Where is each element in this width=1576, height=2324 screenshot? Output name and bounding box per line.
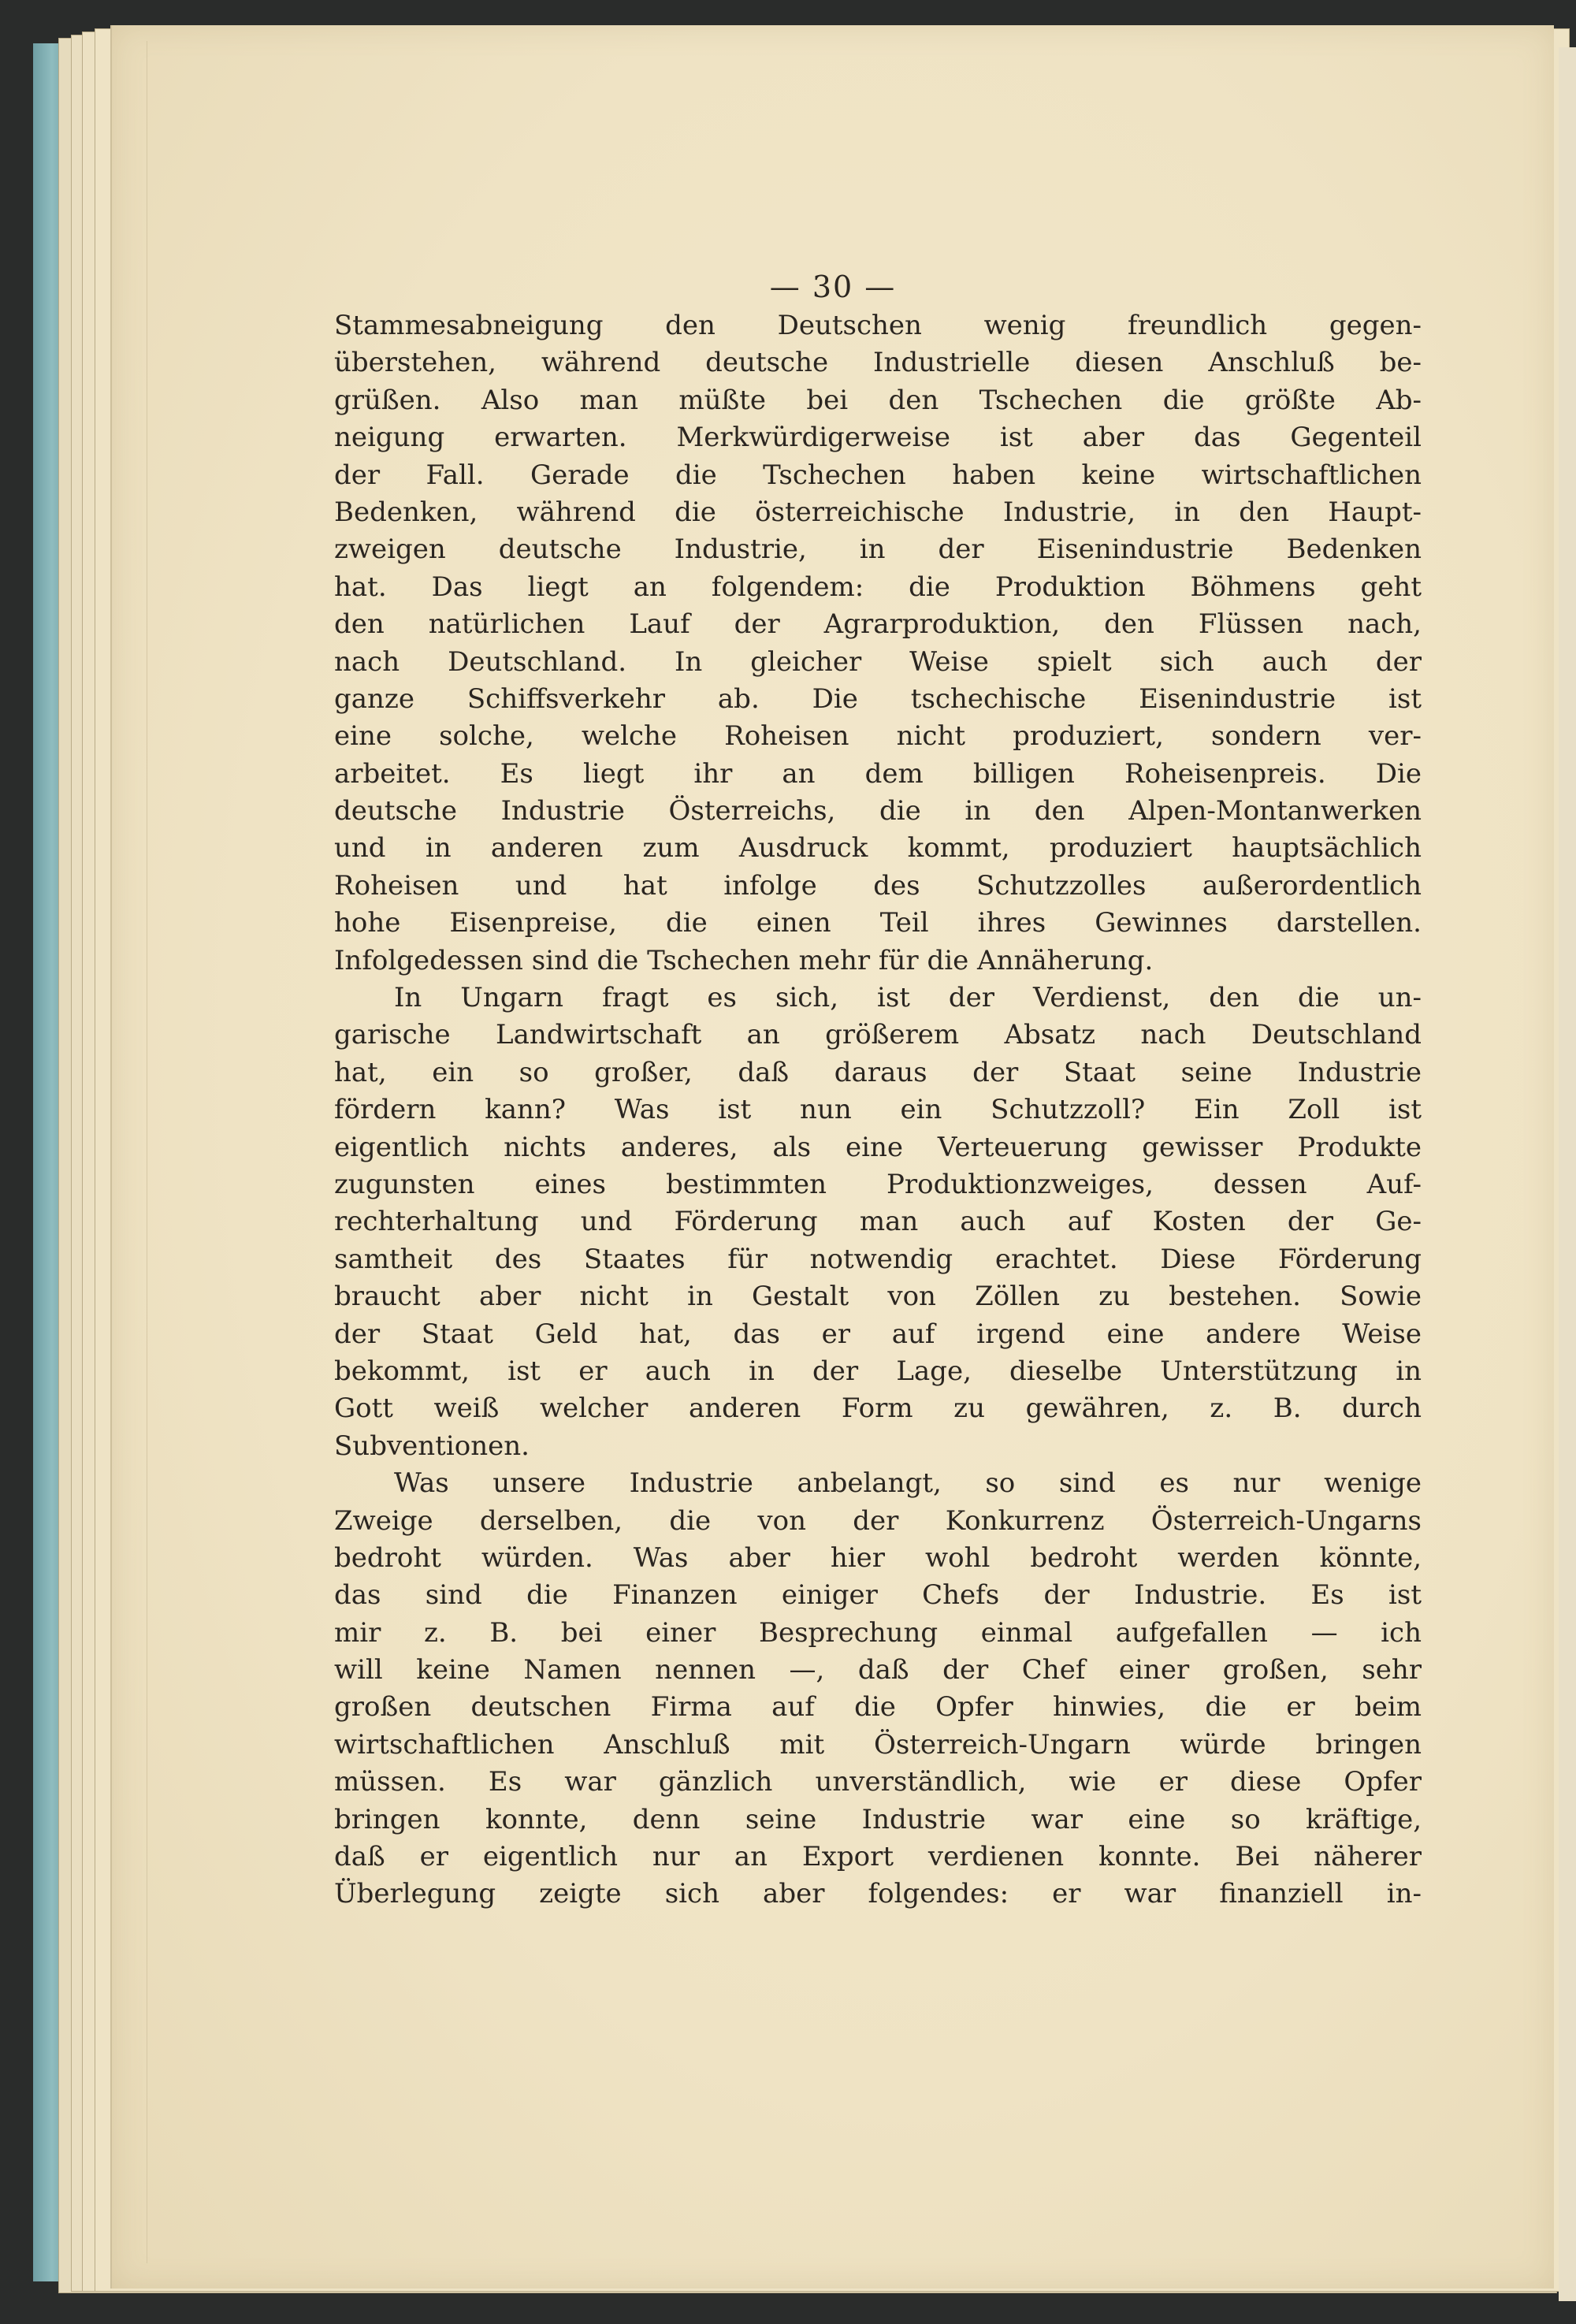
text-line: eigentlich nichts anderes, als eine Verteuerung gewisser Produkte <box>334 1131 1422 1163</box>
text-line: In Ungarn fragt es sich, ist der Verdienst, den die un- <box>394 982 1422 1014</box>
text-line: überstehen, während deutsche Industrielle diesen Anschluß be- <box>334 347 1422 379</box>
text-line: hohe Eisenpreise, die einen Teil ihres Gewinnes darstellen. <box>334 907 1422 939</box>
text-line: eine solche, welche Roheisen nicht produziert, sondern ver- <box>334 720 1422 753</box>
text-line: hat, ein so großer, daß daraus der Staat seine Industrie <box>334 1056 1422 1088</box>
text-line: das sind die Finanzen einiger Chefs der Industrie. Es ist <box>334 1579 1422 1612</box>
text-line: der Staat Geld hat, das er auf irgend eine andere Weise <box>334 1318 1422 1350</box>
text-line: hat. Das liegt an folgendem: die Produktion Böhmens geht <box>334 571 1422 603</box>
text-line: grüßen. Also man müßte bei den Tschechen die größte Ab- <box>334 384 1422 416</box>
text-line: neigung erwarten. Merkwürdigerweise ist aber das Gegenteil <box>334 422 1422 454</box>
text-line: Bedenken, während die österreichische Industrie, in den Haupt- <box>334 496 1422 528</box>
body-text <box>334 307 1422 1913</box>
text-line: ganze Schiffsverkehr ab. Die tschechische Eisenindustrie ist <box>334 682 1422 715</box>
facing-page-edge <box>1559 47 1576 2301</box>
text-line: müssen. Es war gänzlich unverständlich, wie er diese Opfer <box>334 1766 1422 1798</box>
text-line: Stammesabneigung den Deutschen wenig freundlich gegen- <box>334 310 1422 341</box>
text-line: braucht aber nicht in Gestalt von Zöllen zu bestehen. Sowie <box>334 1281 1422 1313</box>
text-line: will keine Namen nennen —, daß der Chef einer großen, sehr <box>334 1654 1422 1686</box>
page-number: — 30 — <box>769 270 897 304</box>
text-line: Roheisen und hat infolge des Schutzzolles außerordentlich <box>334 869 1422 902</box>
text-line: mir z. B. bei einer Besprechung einmal aufgefallen — ich <box>334 1616 1422 1649</box>
text-line: Infolgedessen sind die Tschechen mehr für die Annäherung. <box>334 944 1154 976</box>
text-line: rechterhaltung und Förderung man auch auf Kosten der Ge- <box>334 1206 1422 1238</box>
text-line: Subventionen. <box>334 1430 530 1462</box>
text-line: den natürlichen Lauf der Agrarproduktion, den Flüssen nach, <box>334 608 1422 641</box>
text-line: Gott weiß welcher anderen Form zu gewähren, z. B. durch <box>334 1393 1422 1425</box>
text-line: zweigen deutsche Industrie, in der Eisenindustrie Bedenken <box>334 534 1422 566</box>
text-line: und in anderen zum Ausdruck kommt, produziert hauptsächlich <box>334 832 1422 865</box>
text-line: samtheit des Staates für notwendig erachtet. Diese Förderung <box>334 1243 1422 1275</box>
text-line: zugunsten eines bestimmten Produktionzweiges, dessen Auf- <box>334 1168 1422 1200</box>
text-line: daß er eigentlich nur an Export verdienen konnte. Bei näherer <box>334 1841 1422 1873</box>
text-line: arbeitet. Es liegt ihr an dem billigen Roheisenpreis. Die <box>334 757 1422 790</box>
text-line: deutsche Industrie Österreichs, die in den Alpen-Montanwerken <box>334 795 1422 827</box>
text-line: großen deutschen Firma auf die Opfer hinwies, die er beim <box>334 1691 1422 1723</box>
text-line: Was unsere Industrie anbelangt, so sind es nur wenige <box>394 1467 1422 1500</box>
text-line: Zweige derselben, die von der Konkurrenz Österreich-Ungarns <box>334 1504 1422 1537</box>
text-line: garische Landwirtschaft an größerem Absatz nach Deutschland <box>334 1019 1422 1051</box>
text-line: der Fall. Gerade die Tschechen haben keine wirtschaftlichen <box>334 459 1422 491</box>
text-line: bekommt, ist er auch in der Lage, dieselbe Unterstützung in <box>334 1355 1422 1387</box>
text-line: Überlegung zeigte sich aber folgendes: er war finanziell in- <box>334 1878 1422 1910</box>
text-line: bringen konnte, denn seine Industrie war eine so kräftige, <box>334 1803 1422 1835</box>
text-line: bedroht würden. Was aber hier wohl bedroht werden könnte, <box>334 1541 1422 1574</box>
text-line: nach Deutschland. In gleicher Weise spielt sich auch der <box>334 645 1422 678</box>
text-line: wirtschaftlichen Anschluß mit Österreich-Ungarn würde bringen <box>334 1728 1422 1761</box>
text-line: fördern kann? Was ist nun ein Schutzzoll? Ein Zoll ist <box>334 1094 1422 1126</box>
